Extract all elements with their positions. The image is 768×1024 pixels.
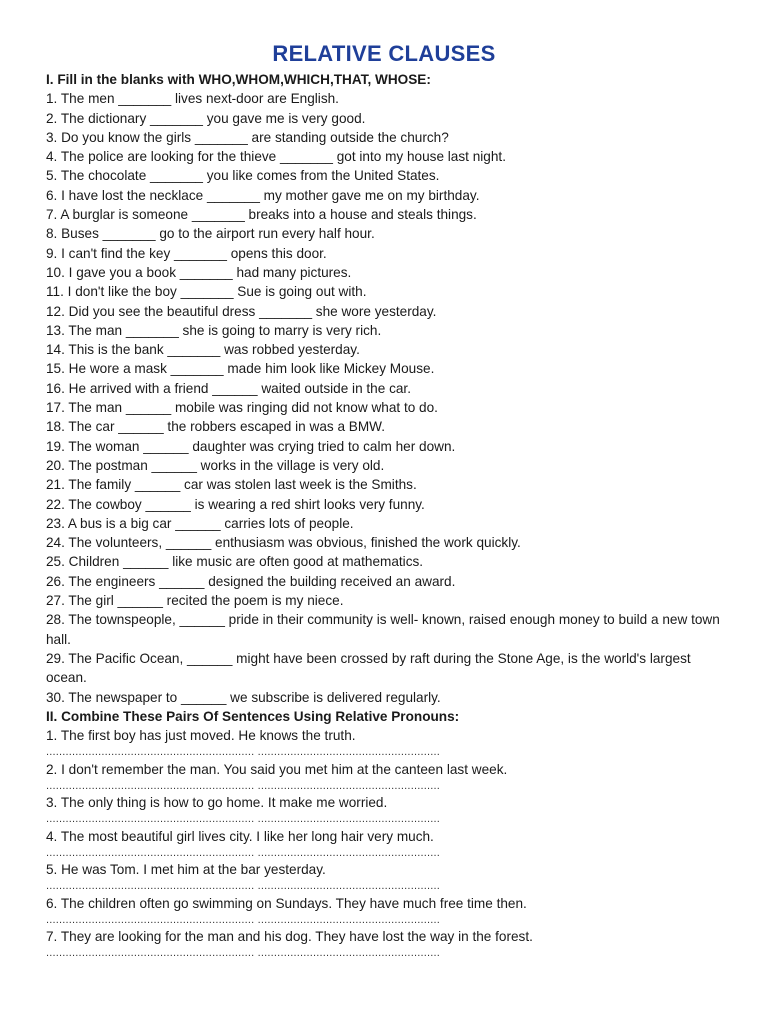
combine-item-6: 6. The children often go swimming on Sundays. They have much free time then. (46, 895, 527, 911)
exercise-item-3: 3. Do you know the girls _______ are standing outside the church? (46, 129, 449, 145)
exercise-item-27: 27. The girl ______ recited the poem is my niece. (46, 593, 344, 609)
exercise-item-20: 20. The postman ______ works in the village is very old. (46, 457, 385, 473)
answer-line: ................................................................ ........................................................ (46, 746, 440, 759)
exercise-item-4: 4. The police are looking for the thieve _______ got into my house last night. (46, 149, 506, 165)
exercise-item-9: 9. I can't find the key _______ opens this door. (46, 245, 327, 261)
worksheet-content (46, 70, 726, 961)
exercise-item-26: 26. The engineers ______ designed the building received an award. (46, 573, 456, 589)
section-1-list (46, 89, 726, 707)
exercise-item-30: 30. The newspaper to ______ we subscribe is delivered regularly. (46, 689, 441, 705)
answer-line: ................................................................ ........................................................ (46, 947, 440, 960)
combine-item-3: 3. The only thing is how to go home. It make me worried. (46, 795, 388, 811)
exercise-item-5: 5. The chocolate _______ you like comes from the United States. (46, 168, 440, 184)
combine-item-5: 5. He was Tom. I met him at the bar yesterday. (46, 862, 326, 878)
exercise-item-7: 7. A burglar is someone _______ breaks into a house and steals things. (46, 207, 477, 223)
exercise-item-25: 25. Children ______ like music are often good at mathematics. (46, 554, 424, 570)
exercise-item-22: 22. The cowboy ______ is wearing a red shirt looks very funny. (46, 496, 425, 512)
exercise-item-28: 28. The townspeople, ______ pride in their community is well- known, raised enough money to build a new town hall. (46, 612, 720, 647)
exercise-item-8: 8. Buses _______ go to the airport run every half hour. (46, 226, 375, 242)
answer-line: ................................................................ ........................................................ (46, 846, 440, 859)
combine-item-1: 1. The first boy has just moved. He knows the truth. (46, 728, 356, 744)
exercise-item-14: 14. This is the bank _______ was robbed yesterday. (46, 342, 360, 358)
page-title: RELATIVE CLAUSES (272, 41, 496, 66)
section-2-list (46, 726, 726, 961)
section-2-heading: II. Combine These Pairs Of Sentences Using Relative Pronouns: (46, 708, 460, 724)
exercise-item-17: 17. The man ______ mobile was ringing did not know what to do. (46, 400, 438, 416)
exercise-item-1: 1. The men _______ lives next-door are English. (46, 91, 339, 107)
exercise-item-21: 21. The family ______ car was stolen last week is the Smiths. (46, 477, 417, 493)
answer-line: ................................................................ ........................................................ (46, 913, 440, 926)
answer-line: ................................................................ ........................................................ (46, 880, 440, 893)
exercise-item-6: 6. I have lost the necklace _______ my mother gave me on my birthday. (46, 187, 480, 203)
exercise-item-15: 15. He wore a mask _______ made him look like Mickey Mouse. (46, 361, 435, 377)
combine-item-2: 2. I don't remember the man. You said you met him at the canteen last week. (46, 761, 508, 777)
exercise-item-13: 13. The man _______ she is going to marry is very rich. (46, 322, 382, 338)
section-1-heading: I. Fill in the blanks with WHO,WHOM,WHICH,THAT, WHOSE: (46, 72, 431, 87)
exercise-item-12: 12. Did you see the beautiful dress _______ she wore yesterday. (46, 303, 437, 319)
exercise-item-23: 23. A bus is a big car ______ carries lots of people. (46, 515, 354, 531)
combine-item-7: 7. They are looking for the man and his dog. They have lost the way in the forest. (46, 929, 533, 945)
exercise-item-29: 29. The Pacific Ocean, ______ might have been crossed by raft during the Stone Age, is the world's largest ocean. (46, 650, 691, 686)
exercise-item-19: 19. The woman ______ daughter was crying tried to calm her down. (46, 438, 456, 454)
answer-line: ................................................................ ........................................................ (46, 813, 440, 826)
exercise-item-16: 16. He arrived with a friend ______ waited outside in the car. (46, 380, 411, 396)
answer-line: ................................................................ ........................................................ (46, 779, 440, 792)
exercise-item-24: 24. The volunteers, ______ enthusiasm was obvious, finished the work quickly. (46, 535, 521, 551)
exercise-item-10: 10. I gave you a book _______ had many pictures. (46, 264, 352, 280)
exercise-item-18: 18. The car ______ the robbers escaped in was a BMW. (46, 419, 386, 435)
exercise-item-2: 2. The dictionary _______ you gave me is very good. (46, 110, 366, 126)
exercise-item-11: 11. I don't like the boy _______ Sue is going out with. (46, 284, 367, 300)
combine-item-4: 4. The most beautiful girl lives city. I like her long hair very much. (46, 828, 434, 844)
